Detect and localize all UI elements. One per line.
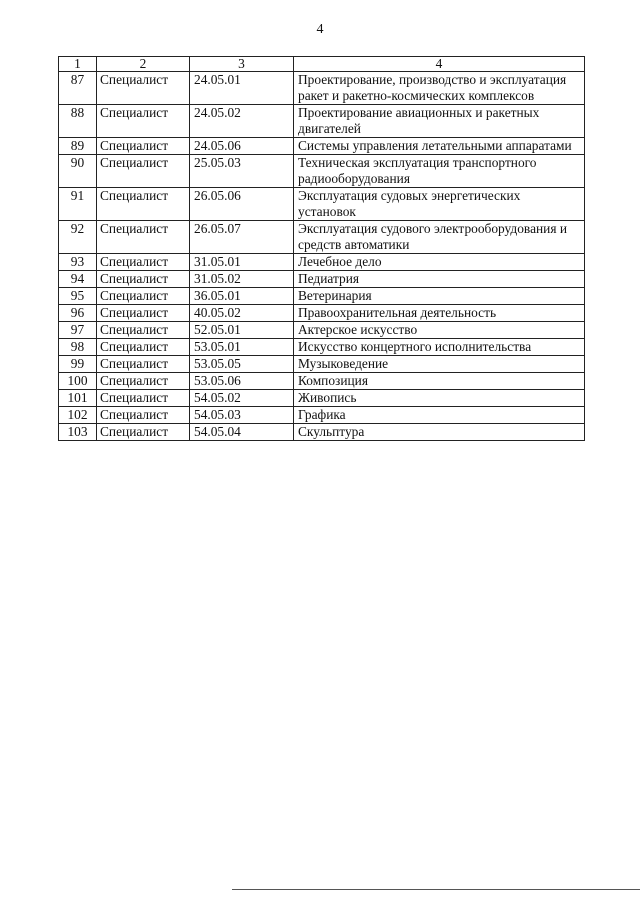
qualification-level: Специалист xyxy=(97,105,190,138)
qualification-level: Специалист xyxy=(97,188,190,221)
specialty-code: 36.05.01 xyxy=(190,288,294,305)
specialty-code: 54.05.02 xyxy=(190,390,294,407)
row-number: 89 xyxy=(59,138,97,155)
specialty-name: Техническая эксплуатация транспортного радиооборудования xyxy=(294,155,585,188)
specialty-code: 54.05.03 xyxy=(190,407,294,424)
qualification-level: Специалист xyxy=(97,271,190,288)
table-row xyxy=(59,322,585,339)
specialty-code: 31.05.02 xyxy=(190,271,294,288)
table-row xyxy=(59,373,585,390)
page-number: 4 xyxy=(316,22,324,37)
specialty-code: 24.05.02 xyxy=(190,105,294,138)
specialty-name: Живопись xyxy=(294,390,585,407)
row-number: 90 xyxy=(59,155,97,188)
qualification-level: Специалист xyxy=(97,356,190,373)
specialty-code: 54.05.04 xyxy=(190,424,294,441)
header-row xyxy=(59,57,585,72)
specialty-code: 25.05.03 xyxy=(190,155,294,188)
specialty-code: 52.05.01 xyxy=(190,322,294,339)
qualification-level: Специалист xyxy=(97,138,190,155)
qualification-level: Специалист xyxy=(97,322,190,339)
qualification-level: Специалист xyxy=(97,373,190,390)
qualification-level: Специалист xyxy=(97,221,190,254)
specialty-name: Ветеринария xyxy=(294,288,585,305)
specialty-name: Правоохранительная деятельность xyxy=(294,305,585,322)
table-row xyxy=(59,155,585,188)
table-row xyxy=(59,288,585,305)
specialty-name: Актерское искусство xyxy=(294,322,585,339)
row-number: 99 xyxy=(59,356,97,373)
column-header-3: 3 xyxy=(190,57,294,72)
qualification-level: Специалист xyxy=(97,254,190,271)
specialty-code: 26.05.07 xyxy=(190,221,294,254)
row-number: 92 xyxy=(59,221,97,254)
row-number: 88 xyxy=(59,105,97,138)
row-number: 98 xyxy=(59,339,97,356)
qualification-level: Специалист xyxy=(97,339,190,356)
row-number: 94 xyxy=(59,271,97,288)
specialty-name: Скульптура xyxy=(294,424,585,441)
row-number: 93 xyxy=(59,254,97,271)
table-row xyxy=(59,221,585,254)
qualification-level: Специалист xyxy=(97,155,190,188)
specialty-name: Лечебное дело xyxy=(294,254,585,271)
specialty-code: 26.05.06 xyxy=(190,188,294,221)
footer-rule xyxy=(232,889,640,890)
row-number: 101 xyxy=(59,390,97,407)
table-header xyxy=(59,57,585,72)
specialty-name: Графика xyxy=(294,407,585,424)
row-number: 103 xyxy=(59,424,97,441)
specialty-name: Проектирование авиационных и ракетных двигателей xyxy=(294,105,585,138)
specialty-code: 53.05.06 xyxy=(190,373,294,390)
table-row xyxy=(59,339,585,356)
specialty-code: 53.05.01 xyxy=(190,339,294,356)
qualification-level: Специалист xyxy=(97,390,190,407)
table-row xyxy=(59,390,585,407)
row-number: 100 xyxy=(59,373,97,390)
specialty-name: Педиатрия xyxy=(294,271,585,288)
specialty-name: Эксплуатация судовых энергетических установок xyxy=(294,188,585,221)
qualification-level: Специалист xyxy=(97,72,190,105)
table-body xyxy=(59,72,585,441)
row-number: 102 xyxy=(59,407,97,424)
table-row xyxy=(59,356,585,373)
table-row xyxy=(59,105,585,138)
qualification-level: Специалист xyxy=(97,407,190,424)
row-number: 95 xyxy=(59,288,97,305)
row-number: 96 xyxy=(59,305,97,322)
row-number: 87 xyxy=(59,72,97,105)
specialty-code: 24.05.06 xyxy=(190,138,294,155)
specialty-name: Музыковедение xyxy=(294,356,585,373)
specialty-code: 31.05.01 xyxy=(190,254,294,271)
table-row xyxy=(59,254,585,271)
specialty-name: Эксплуатация судового электрооборудования и средств автоматики xyxy=(294,221,585,254)
qualification-level: Специалист xyxy=(97,288,190,305)
specialty-code: 53.05.05 xyxy=(190,356,294,373)
row-number: 91 xyxy=(59,188,97,221)
table-row xyxy=(59,424,585,441)
table-row xyxy=(59,72,585,105)
row-number: 97 xyxy=(59,322,97,339)
table-row xyxy=(59,271,585,288)
specialty-name: Искусство концертного исполнительства xyxy=(294,339,585,356)
column-header-2: 2 xyxy=(97,57,190,72)
column-header-4: 4 xyxy=(294,57,585,72)
specialties-table xyxy=(58,56,585,441)
column-header-1: 1 xyxy=(59,57,97,72)
specialty-name: Системы управления летательными аппаратами xyxy=(294,138,585,155)
qualification-level: Специалист xyxy=(97,424,190,441)
table-row xyxy=(59,188,585,221)
table-row xyxy=(59,138,585,155)
table-row xyxy=(59,407,585,424)
specialty-code: 24.05.01 xyxy=(190,72,294,105)
specialty-name: Проектирование, производство и эксплуатация ракет и ракетно-космических комплексов xyxy=(294,72,585,105)
specialty-code: 40.05.02 xyxy=(190,305,294,322)
qualification-level: Специалист xyxy=(97,305,190,322)
table-row xyxy=(59,305,585,322)
specialty-name: Композиция xyxy=(294,373,585,390)
